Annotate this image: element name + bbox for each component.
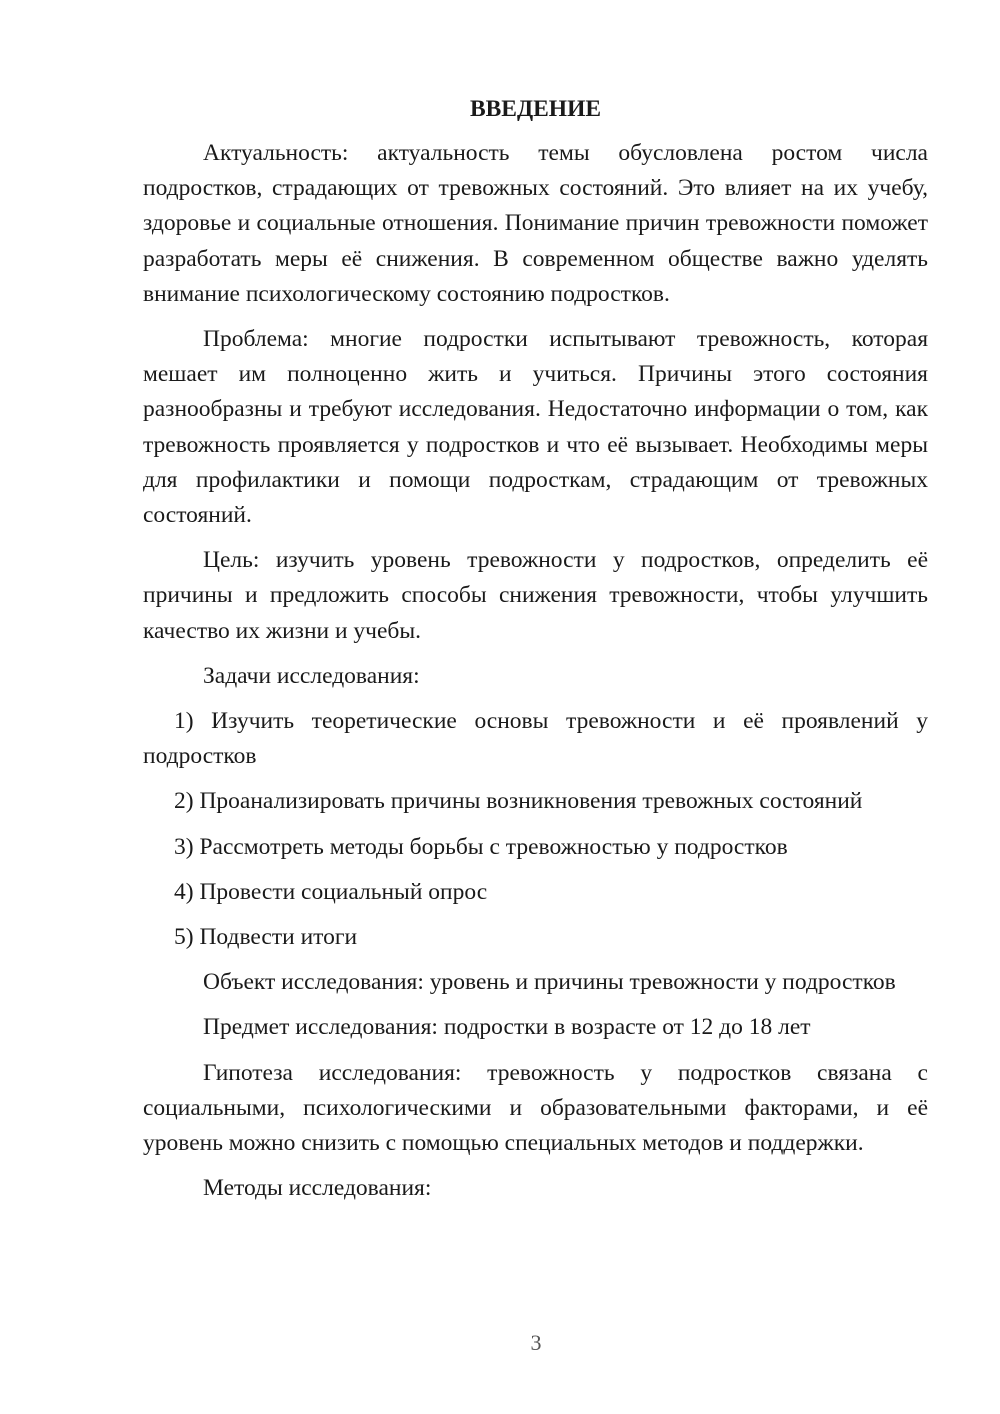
task-item-2: 2) Проанализировать причины возникновения тревожных состояний: [174, 788, 863, 815]
section-title: ВВЕДЕНИЕ: [469, 96, 602, 122]
goal-paragraph: Цель: изучить уровень тревожности у подростков, определить её причины и предложить способы снижения тревожности, чтобы улучшить качество их жизни и учебы.: [143, 547, 928, 644]
methods-heading: Методы исследования:: [203, 1175, 432, 1202]
page-number: 3: [530, 1330, 542, 1355]
task-item-1: 1) Изучить теоретические основы тревожности и её проявлений у подростков: [143, 708, 928, 770]
hypothesis-paragraph: Гипотеза исследования: тревожность у подростков связана с социальными, психологическими и образовательными факторами, и её уровень можно снизить с помощью специальных методов и поддержки.: [143, 1059, 928, 1157]
object-paragraph: Объект исследования: уровень и причины тревожности у подростков: [203, 969, 896, 996]
tasks-heading: Задачи исследования:: [203, 662, 420, 689]
page-content: [143, 92, 928, 1216]
task-item-4: 4) Провести социальный опрос: [174, 878, 488, 905]
subject-paragraph: Предмет исследования: подростки в возрасте от 12 до 18 лет: [203, 1014, 811, 1041]
task-item-3: 3) Рассмотреть методы борьбы с тревожностью у подростков: [174, 833, 788, 860]
problem-paragraph: Проблема: многие подростки испытывают тревожность, которая мешает им полноценно жить и учиться. Причины этого состояния разнообразны и требуют исследования. Недостаточно информации о том, как тревожность проявляется у подростков и что её вызывает. Необходимы меры для профилактики и помощи подросткам, страдающим от тревожных состояний.: [143, 326, 928, 529]
task-item-5: 5) Подвести итоги: [174, 924, 358, 951]
relevance-paragraph: Актуальность: актуальность темы обусловлена ростом числа подростков, страдающих от тревожных состояний. Это влияет на их учебу, здоровье и социальные отношения. Понимание причин тревожности поможет разработать меры её снижения. В современном обществе важно уделять внимание психологическому состоянию подростков.: [143, 140, 928, 307]
